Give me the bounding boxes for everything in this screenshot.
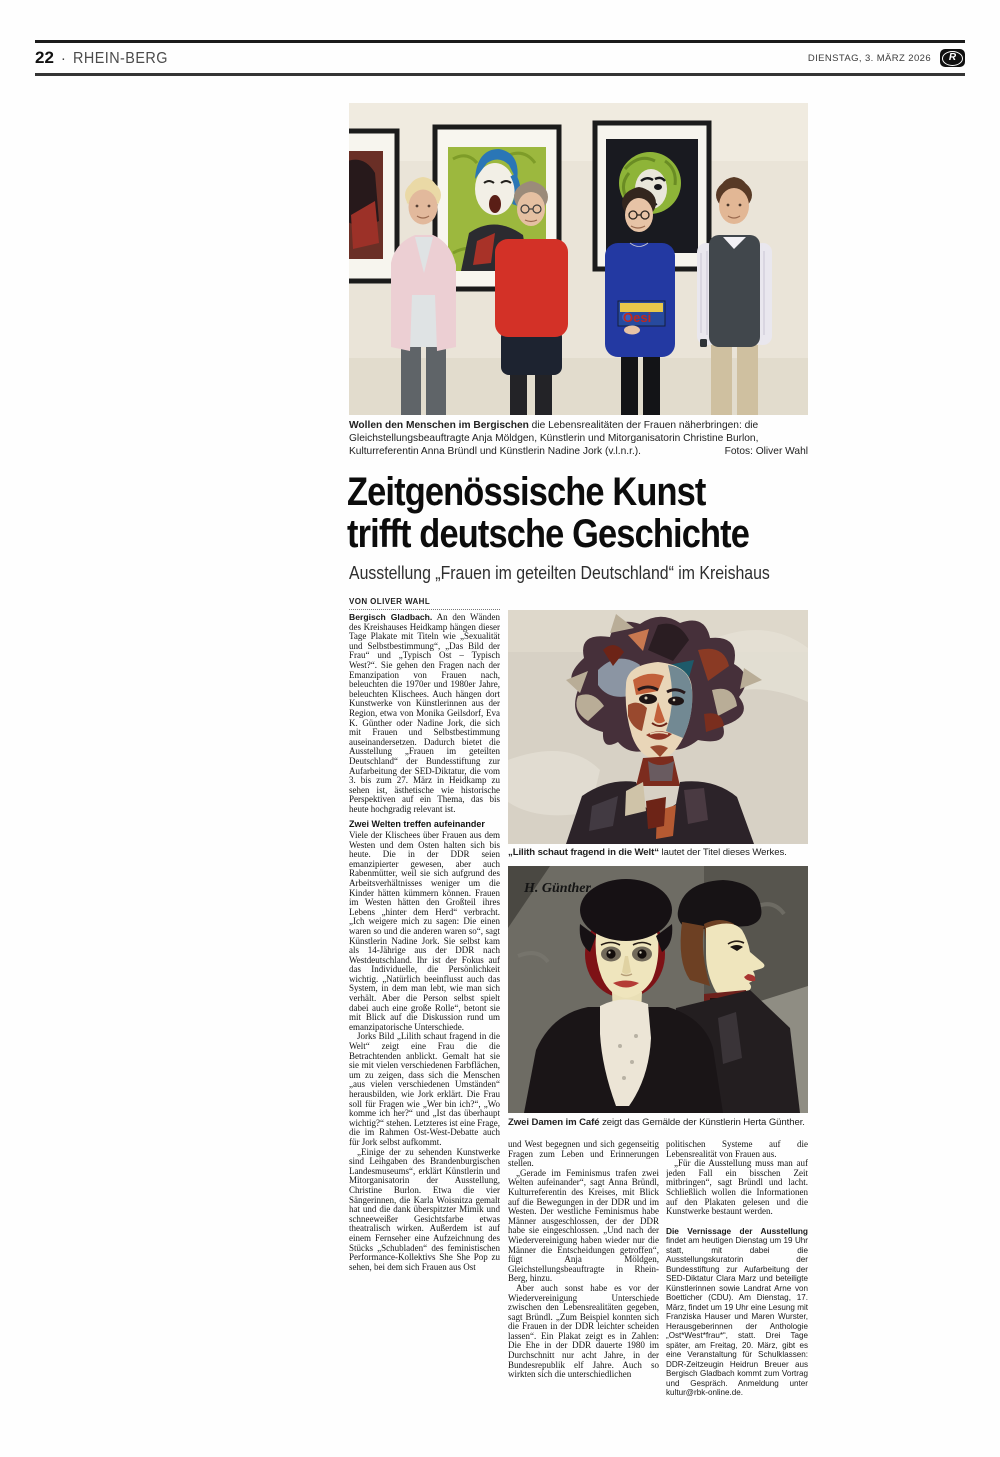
lilith-caption	[508, 847, 808, 859]
paragraph: Viele der Klischees über Frauen aus dem Westen und dem Osten halten sich bis heute. Die in der DDR seien emanzipierter gewesen, aber auch Rabenmütter, weil sie sich aufgrund des Arbeitsverhältnisses weniger um die Kinder hätten kümmern können. Frauen im Westen hätten den Großteil ihres Lebens „hinter dem Herd“ verbracht. „Ich weigere mich zu sagen: Die einen waren so und die anderen waren so“, sagt Künstlerin Nadine Jork. Sie selbst kam als 14-Jährige aus der DDR nach Westdeutschland. Ihr ist der Fokus auf das Individuelle, die Persönlichkeit wichtig. „Natürlich beeinflusst auch das System, in dem man lebt, wie man sich verhält. Aber die Person selbst spielt dabei auch eine große Rolle“, betont sie mit Blick auf die Diskussion rund um emanzipatorische Unterschiede.	[349, 829, 500, 1032]
event-info-text: findet am heutigen Dienstag um 19 Uhr statt, mit dabei die Ausstellungskuratorin der Bundesstiftung zur Aufarbeitung der SED-Diktatur Clara Marz und beteiligte Künstlerinnen sowie Landrat Arne von Boetticher (CDU). Am Dienstag, 17. März, findet um 19 Uhr eine Lesung mit Franziska Hauser und Maren Wurster, Herausgeberinnen der Anthologie „Ost*West*frau*“, statt. Drei Tage später, am Freitag, 20. März, gibt es eine Veranstaltung für Schulklassen: DDR-Zeitzeugin Heidrun Breuer aus Bergisch Gladbach kommt zum Vortrag und Gespräch. Anmeldung unter kultur@rbk-online.de.	[666, 1236, 808, 1398]
cafe-caption	[508, 1117, 808, 1129]
article-subhead	[349, 563, 819, 584]
lilith-caption-lead: „Lilith schaut fragend in die Welt“	[508, 847, 659, 858]
article-column-3	[666, 1140, 808, 1422]
page-number: 22	[35, 48, 54, 67]
masthead-separator: ·	[60, 50, 66, 67]
dateline: Bergisch Gladbach.	[349, 613, 433, 622]
subhead-text: Ausstellung „Frauen im geteilten Deutschland“ im Kreishaus	[349, 563, 770, 583]
newspaper-logo-icon	[940, 49, 965, 67]
event-info	[666, 1227, 808, 1398]
paragraph: politischen Systeme auf die Lebensrealität von Frauen aus.	[666, 1140, 808, 1159]
paragraph: und West begegnen und sich gegenseitig Fragen zum Leben und Erinnerungen stellen.	[508, 1140, 659, 1169]
card-text: Oesi	[623, 310, 652, 325]
cafe-painting	[508, 866, 808, 1113]
section-name: RHEIN-BERG	[72, 50, 168, 67]
paragraph-text: An den Wänden des Kreishauses Heidkamp hängen dieser Tage Plakate mit Titeln wie „Sexualität und Selbstbestimmung“, „Das Bild der Frau“ und „Typisch Ost – Typisch West?“. Sie gehen den Fragen nach der Emanzipation von Frauen nach, beleuchten die 1970er und 1980er Jahre, beleuchten Klischees. Auch hängen dort Kunstwerke von Künstlerinnen aus der Region, etwa von Monika Geilsdorf, Eva K. Günther oder Nadine Jork, die sich mit Frauen und Selbstbestimmung auseinandersetzen. Dadurch bietet die Ausstellung „Frauen im geteilten Deutschland“ der Bundesstiftung zur Aufarbeitung der SED-Diktatur, die vom 3. bis zum 27. März in Heidkamp zu sehen ist, ästhetische wie historische Perspektiven auf ein Thema, das bis heute hochgradig relevant ist.	[349, 613, 500, 814]
masthead-left	[35, 48, 178, 68]
cafe-caption-text: zeigt das Gemälde der Künstlerin Herta Günther.	[599, 1117, 805, 1128]
photo-caption-text: die Lebensrealitäten der Frauen näherbringen: die Gleichstellungsbeauftragte Anja Möldgen, Künstlerin und Mitorganisatorin Christine Burlon, Kulturreferentin Anna Bründl und Künstlerin Nadine Jork (v.l.n.r.).	[349, 420, 759, 458]
lilith-caption-text: lautet der Titel dieses Werkes.	[658, 847, 787, 858]
paragraph: „Gerade im Feminismus trafen zwei Welten aufeinander“, sagt Anna Bründl, Kulturreferentin des Kreises, mit Blick auf die Bewegungen in der DDR und im Westen. Der westliche Feminismus habe Männer ausgeschlossen, der der DDR habe sie eingeschlossen. „Und nach der Wiedervereinigung haben wieder nur die Männer die Entscheidungen getroffen“, fügt Anja Möldgen, Gleichstellungsbeauftragte in Rhein-Berg, hinzu.	[508, 1167, 659, 1284]
photo-caption-lead: Wollen den Menschen im Bergischen	[349, 420, 529, 431]
logo-letter: R	[948, 52, 957, 63]
masthead	[35, 40, 965, 76]
article-headline	[347, 471, 817, 555]
photo-credit: Fotos: Oliver Wahl	[724, 446, 808, 458]
crosshead: Zwei Welten treffen aufeinander	[349, 819, 485, 830]
event-info-lead: Die Vernissage der Ausstellung	[666, 1225, 808, 1236]
paragraph: Jorks Bild „Lilith schaut fragend in die Welt“ zeigt eine Frau die die Betrachtenden anblickt. Gemalt hat sie sie mit vielen verschiedenen Farbflächen, um zu zeigen, dass sich die Menschen „aus vielen verschiedenen Umständen“ herausbilden, wie Jork erklärt. Die Frau soll für Fragen wie „Wer bin ich?“, „Wo komme ich her?“ und „Ist das überhaupt wichtig?“ stehen. Letzteres ist eine Frage, die im Rahmen Ost-West-Debatte auch für Jork selbst aufkommt.	[349, 1031, 500, 1147]
issue-date: DIENSTAG, 3. MÄRZ 2026	[807, 52, 931, 64]
gallery-frame-left	[349, 131, 397, 281]
paragraph: „Für die Ausstellung muss man auf jeden Fall ein bisschen Zeit mitbringen“, sagt Bründl und lacht. Schließlich wollen die Informationen auf den Plakaten gelesen und die Kunstwerke bestaunt werden.	[666, 1158, 808, 1217]
cafe-caption-lead: Zwei Damen im Café	[508, 1117, 600, 1128]
byline: VON OLIVER WAHL	[349, 597, 500, 610]
masthead-right	[808, 49, 965, 67]
paragraph: Aber auch sonst habe es vor der Wiedervereinigung Unterschiede zwischen den Lebensrealitäten gegeben, sagt Bründl. „Zum Beispiel konnten sich die Frauen in der DDR leichter scheiden lassen“. Ein Plakat zeigt es in Zahlen: Die Ehe in der DDR dauerte 1980 im Durchschnitt nur acht Jahre, in der Bundesrepublik elf Jahre. Auch so wirkten sich die unterschiedlichen	[508, 1282, 659, 1380]
photo-caption	[349, 419, 808, 459]
article-column-2	[508, 1140, 659, 1422]
headline-line-2: trifft deutsche Geschichte	[347, 512, 749, 556]
paragraph	[349, 613, 500, 814]
artist-signature: H. Günther	[524, 881, 591, 896]
headline-line-1: Zeitgenössische Kunst	[347, 470, 706, 514]
paragraph: „Einige der zu sehenden Kunstwerke sind Leihgaben des Brandenburgischen Landesmuseums“, erklärt Künstlerin und Mitorganisatorin der Ausstellung, Christine Burlon. Etwa die vier Sängerinnen, die Karla Woisnitza gemalt hat und die dank überspitzter Mimik und schneeweißer Gesichtsfarbe etwas theatralisch wirken. Außerdem ist auf einem Fernseher eine Aufzeichnung des Stücks „Schubladen“ des feministischen Performance-Kollektivs She She Pop zu sehen, bei dem sich Frauen aus Ost	[349, 1146, 500, 1272]
article-column-1	[349, 613, 500, 1413]
group-photo	[349, 103, 808, 415]
lilith-painting	[508, 610, 808, 844]
